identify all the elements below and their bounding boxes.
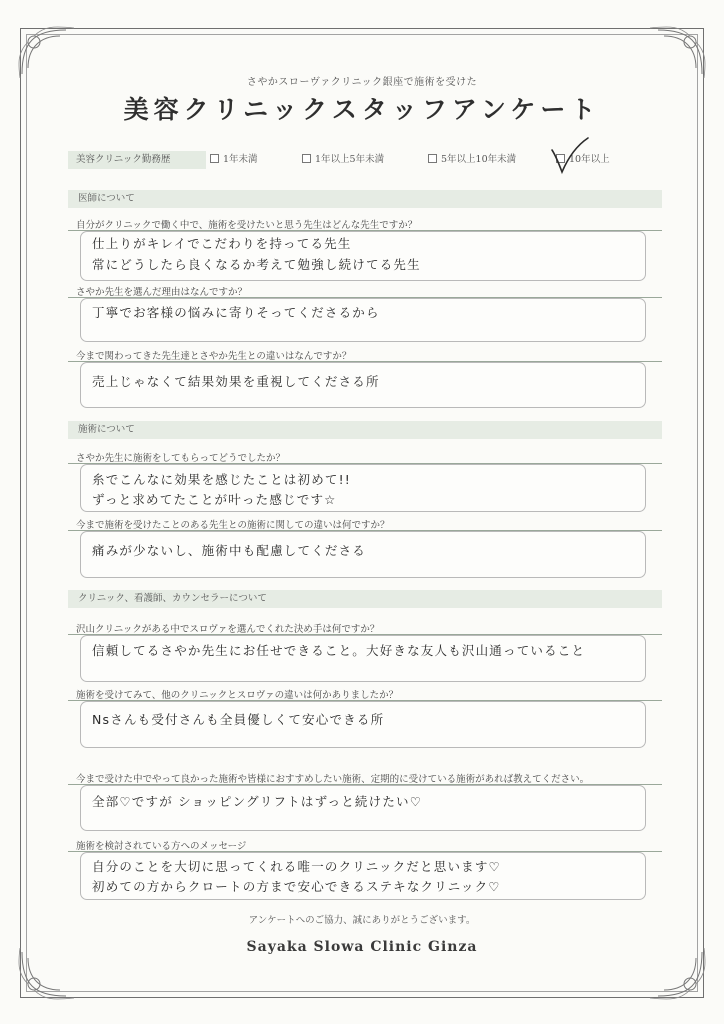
section-header-clinic: クリニック、看護師、カウンセラーについて <box>68 590 662 608</box>
answer-1-line-1: 仕上りがキレイでこだわりを持ってる先生 <box>92 236 352 251</box>
question-6: 沢山クリニックがある中でスロヴァを選んでくれた決め手は何ですか？ <box>76 624 380 635</box>
thanks-message: アンケートへのご協力、誠にありがとうございます。 <box>248 915 476 926</box>
answer-7: Nsさんも受付さんも全員優しくて安心できる所 <box>92 712 385 727</box>
question-5: 今まで施術を受けたことのある先生との施術に関しての違いは何ですか？ <box>76 520 390 531</box>
question-8: 今まで受けた中でやって良かった施術や皆様におすすめしたい施術、定期的に受けている施術があれば教えてください。 <box>76 774 590 785</box>
page-subtitle: さやかスローヴァクリニック銀座で施術を受けた <box>246 77 478 88</box>
page-title: 美容クリニックスタッフアンケート <box>123 95 601 124</box>
section-header-doctor: 医師について <box>68 190 662 208</box>
experience-label: 美容クリニック勤務歴 <box>68 151 206 169</box>
answer-9-line-1: 自分のことを大切に思ってくれる唯一のクリニックだと思います♡ <box>92 859 501 874</box>
section-header-treatment: 施術について <box>68 421 662 439</box>
answer-1-line-2: 常にどうしたら良くなるか考えて勉強し続けてる先生 <box>92 257 421 272</box>
answer-4-line-2: ずっと求めてたことが叶った感じです☆ <box>92 492 337 507</box>
question-4: さやか先生に施術をしてもらってどうでしたか？ <box>76 453 286 464</box>
question-3: 今まで関わってきた先生達とさやか先生との違いはなんですか？ <box>76 351 352 362</box>
answer-3: 売上じゃなくて結果効果を重視してくださる所 <box>92 374 380 389</box>
experience-option-2[interactable]: 1年以上5年未満 <box>302 151 384 169</box>
checkmark-icon <box>546 136 590 176</box>
question-7: 施術を受けてみて、他のクリニックとスロヴァの違いは何かありましたか？ <box>76 690 399 701</box>
question-9: 施術を検討されている方へのメッセージ <box>76 841 247 852</box>
experience-option-3[interactable]: 5年以上10年未満 <box>428 151 516 169</box>
answer-6: 信頼してるさやか先生にお任せできること。大好きな友人も沢山通っていること <box>92 643 586 658</box>
checkbox-icon[interactable] <box>302 154 311 163</box>
answer-8: 全部♡ですが ショッピングリフトはずっと続けたい♡ <box>92 794 423 809</box>
answer-2: 丁寧でお客様の悩みに寄りそってくださるから <box>92 305 380 320</box>
question-1: 自分がクリニックで働く中で、施術を受けたいと思う先生はどんな先生ですか？ <box>76 220 418 231</box>
checkbox-icon[interactable] <box>428 154 437 163</box>
experience-option-4[interactable]: 10年以上 <box>556 151 610 169</box>
answer-5: 痛みが少ないし、施術中も配慮してくださる <box>92 543 367 558</box>
question-2: さやか先生を選んだ理由はなんですか？ <box>76 287 248 298</box>
answer-9-line-2: 初めての方からクロートの方まで安心できるステキなクリニック♡ <box>92 879 501 894</box>
checkbox-icon[interactable] <box>210 154 219 163</box>
answer-4-line-1: 糸でこんなに効果を感じたことは初めて!! <box>92 472 352 487</box>
clinic-brand: Sayaka Slowa Clinic Ginza <box>246 939 478 955</box>
experience-option-1[interactable]: 1年未満 <box>210 151 258 169</box>
